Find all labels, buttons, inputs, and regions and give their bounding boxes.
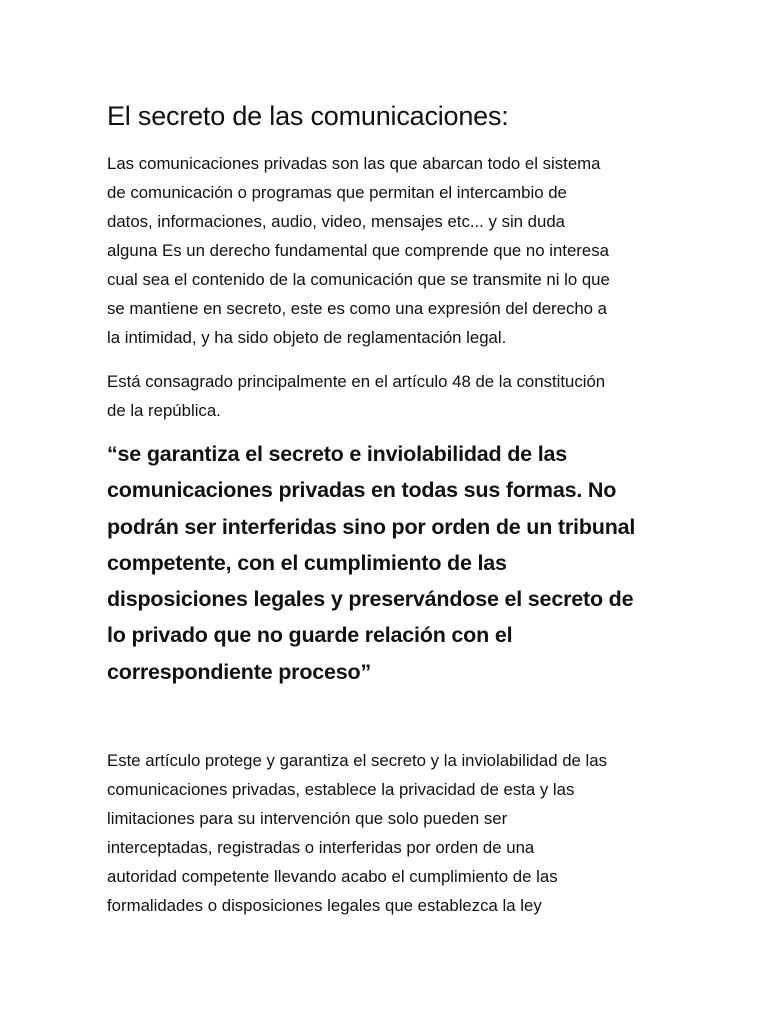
quote-line: “se garantiza el secreto e inviolabilidad de las: [107, 442, 567, 466]
quote-line: lo privado que no guarde relación con el: [107, 623, 513, 648]
paragraph-line: limitaciones para su intervención que solo pueden ser: [107, 809, 508, 828]
quote-line: disposiciones legales y preservándose el secreto de: [107, 587, 634, 612]
quote-line: competente, con el cumplimiento de las: [107, 550, 507, 575]
paragraph-line: alguna Es un derecho fundamental que comprende que no interesa: [107, 241, 609, 260]
document-title: El secreto de las comunicaciones:: [107, 101, 509, 131]
paragraph-line: Está consagrado principalmente en el artículo 48 de la constitución: [107, 372, 606, 391]
paragraph-line: datos, informaciones, audio, video, mensajes etc... y sin duda: [107, 212, 566, 231]
paragraph-line: interceptadas, registradas o interferidas por orden de una: [107, 838, 535, 857]
paragraph-line: de la república.: [107, 401, 221, 420]
paragraph-line: cual sea el contenido de la comunicación que se transmite ni lo que: [107, 270, 610, 289]
paragraph-line: autoridad competente llevando acabo el cumplimiento de las: [107, 867, 558, 886]
paragraph-line: formalidades o disposiciones legales que establezca la ley: [107, 896, 542, 915]
article-quote: [107, 436, 677, 690]
paragraph-line: se mantiene en secreto, este es como una expresión del derecho a: [107, 299, 608, 318]
paragraph-line: de comunicación o programas que permitan el intercambio de: [107, 183, 567, 202]
quote-line: podrán ser interferidas sino por orden de un tribunal: [107, 514, 636, 539]
paragraph-line: comunicaciones privadas, establece la privacidad de esta y las: [107, 780, 575, 799]
quote-line: comunicaciones privadas en todas sus formas. No: [107, 478, 617, 503]
paragraph-article-reference: [107, 367, 667, 425]
paragraph-intro: [107, 149, 667, 352]
paragraph-line: la intimidad, y ha sido objeto de reglamentación legal.: [107, 328, 507, 347]
paragraph-line: Este artículo protege y garantiza el secreto y la inviolabilidad de las: [107, 751, 607, 770]
paragraph-analysis: [107, 746, 667, 920]
quote-line: correspondiente proceso”: [107, 659, 372, 684]
paragraph-line: Las comunicaciones privadas son las que abarcan todo el sistema: [107, 154, 601, 173]
